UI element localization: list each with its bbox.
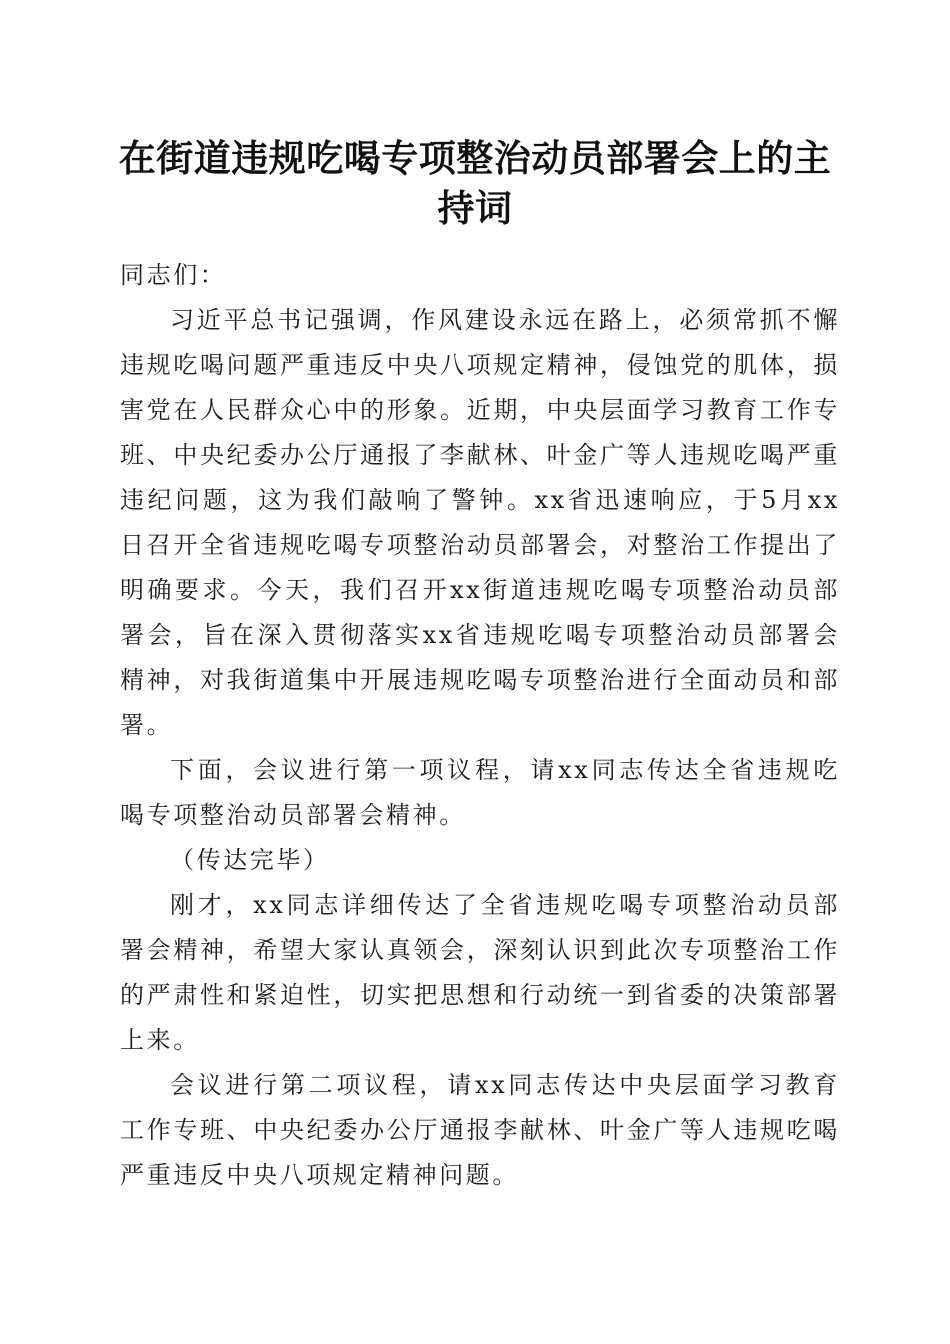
paragraph-note: （传达完毕） xyxy=(170,846,330,874)
salutation: 同志们： xyxy=(120,261,227,289)
paragraph-intro: 习近平总书记强调，作风建设永远在路上，必须常抓不懈违规吃喝问题严重违反中央八项规定精神，侵蚀党的肌体，损害党在人民群众心中的形象。近期，中央层面学习教育工作专班、中央纪委办公厅通报了李献林、叶金广等人违规吃喝严重违纪问题，这为我们敲响了警钟。xx省迅速响应，于5月xx日召开全省违规吃喝专项整治动员部署会，对整治工作提出了明确要求。今天，我们召开xx街道违规吃喝专项整治动员部署会，旨在深入贯彻落实xx省违规吃喝专项整治动员部署会精神，对我街道集中开展违规吃喝专项整治进行全面动员和部署。 xyxy=(120,306,840,739)
document-body xyxy=(120,253,840,1198)
paragraph-agenda-one: 下面，会议进行第一项议程，请xx同志传达全省违规吃喝专项整治动员部署会精神。 xyxy=(120,756,840,829)
document-title: 在街道违规吃喝专项整治动员部署会上的主持词 xyxy=(118,136,832,230)
paragraph-summary: 刚才，xx同志详细传达了全省违规吃喝专项整治动员部署会精神，希望大家认真领会，深刻认识到此次专项整治工作的严肃性和紧迫性，切实把思想和行动统一到省委的决策部署上来。 xyxy=(120,891,840,1054)
paragraph-agenda-two: 会议进行第二项议程，请xx同志传达中央层面学习教育工作专班、中央纪委办公厅通报李献林、叶金广等人违规吃喝严重违反中央八项规定精神问题。 xyxy=(120,1071,840,1189)
